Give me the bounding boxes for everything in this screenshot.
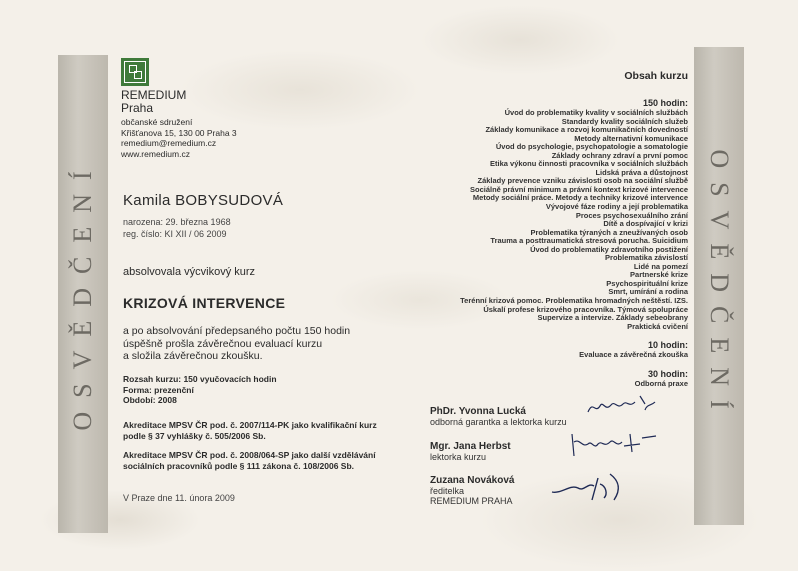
org-city: Praha	[121, 101, 154, 115]
course-name: KRIZOVÁ INTERVENCE	[123, 295, 286, 311]
contents-item: Úvod do problematiky kvality v sociálních službách	[504, 108, 688, 117]
course-contents	[460, 70, 688, 388]
accreditation-line: podle § 37 vyhlášky č. 505/2006 Sb.	[123, 430, 266, 441]
signatory-org: REMEDIUM PRAHA	[430, 496, 513, 506]
signature-lucka	[585, 392, 665, 422]
contents-item: Sociálně právní minimum a právní kontext krizové intervence	[470, 184, 688, 194]
course-scope	[123, 374, 277, 406]
contents-item: Odborná praxe	[634, 378, 688, 388]
completed-text: absolvovala výcvikový kurz	[123, 266, 256, 278]
contents-item: Problematika týraných a zneužívaných osob	[530, 227, 688, 237]
contents-item: Supervize a intervize. Základy sebeobrany	[537, 313, 688, 323]
contents-item: Praktická cvičení	[627, 321, 688, 331]
contents-item: Problematika závislostí	[605, 253, 688, 263]
org-line: www.remedium.cz	[121, 148, 190, 159]
scope-line: Forma: prezenční	[123, 384, 194, 395]
statement-line: a složila závěrečnou zkoušku.	[123, 350, 263, 362]
accreditation-line: sociálních pracovníků podle § 111 zákona č. 108/2006 Sb.	[123, 460, 355, 471]
contents-item: Metody sociální práce. Metody a techniky krizové intervence	[472, 193, 688, 203]
contents-item: Standardy kvality sociálních služeb	[561, 116, 688, 126]
org-line: Křišťanova 15, 130 00 Praha 3	[121, 127, 237, 138]
contents-item: Psychospirituální krize	[606, 278, 688, 288]
signatory-name: Zuzana Nováková	[430, 475, 515, 486]
contents-item: Proces psychosexuálního zrání	[575, 210, 688, 220]
org-line: občanské sdružení	[121, 117, 193, 127]
accreditation-2	[123, 450, 376, 471]
signatory-3	[430, 475, 514, 506]
signature-herbst	[568, 430, 660, 462]
contents-item: Etika výkonu činnosti pracovníka v sociálních službách	[490, 159, 688, 169]
section-heading: 150 hodin:	[642, 98, 688, 108]
signatory-2	[430, 441, 511, 462]
contents-item: Základy komunikace a rozvoj komunikačních dovedností	[485, 125, 688, 135]
signatory-role: odborná garantka a lektorka kurzu	[430, 417, 567, 427]
signatory-1	[430, 406, 567, 427]
contents-item: Úskalí profese krizového pracovníka. Týmová spolupráce	[483, 304, 688, 314]
contents-item: Metody alternativní komunikace	[574, 133, 688, 143]
contents-item: Úvod do psychologie, psychopatologie a somatologie	[495, 142, 688, 152]
certificate-title-right: OSVĚDČENÍ	[705, 149, 734, 423]
accreditation-line: Akreditace MPSV ČR pod. č. 2007/114-PK jako kvalifikační kurz	[123, 420, 377, 430]
logo-glyph-icon	[124, 61, 146, 83]
contents-item: Smrt, umírání a rodina	[608, 287, 688, 297]
contents-item: Terénní krizová pomoc. Problematika hromadných neštěstí. IZS.	[460, 296, 688, 306]
contents-title: Obsah kurzu	[624, 70, 688, 82]
org-info	[121, 117, 237, 159]
contents-item: Evaluace a závěrečná zkouška	[579, 350, 688, 360]
accreditation-1	[123, 420, 377, 441]
registration-number: reg. číslo: KI XII / 06 2009	[123, 229, 227, 239]
contents-item: Vývojové fáze rodiny a její problematika	[545, 202, 688, 212]
contents-item: Lidská práva a důstojnost	[595, 167, 688, 177]
statement-line: úspěšně prošla závěrečnou evaluací kurzu	[123, 337, 323, 350]
remedium-logo	[121, 58, 149, 86]
signatory-name: PhDr. Yvonna Lucká	[430, 406, 526, 417]
section-items	[460, 109, 688, 331]
statement-line: a po absolvování předepsaného počtu 150 hodin	[123, 325, 351, 337]
org-name: REMEDIUM	[121, 88, 187, 102]
signatory-name: Mgr. Jana Herbst	[430, 441, 511, 452]
place-date: V Praze dne 11. února 2009	[123, 493, 235, 503]
birth-date: narozena: 29. března 1968	[123, 217, 231, 227]
contents-item: Trauma a posttraumatická stresová porucha. Suicidium	[490, 236, 688, 246]
contents-item: Lidé na pomezí	[633, 261, 688, 271]
signatory-role: ředitelka	[430, 486, 465, 496]
contents-item: Partnerské krize	[630, 270, 688, 280]
recipient-name: Kamila BOBYSUDOVÁ	[123, 192, 284, 209]
contents-item: Základy ochrany zdraví a první pomoc	[551, 150, 688, 160]
scope-line: Rozsah kurzu: 150 vyučovacích hodin	[123, 374, 277, 384]
contents-item: Dítě a dospívající v krizi	[603, 219, 688, 229]
section-heading: 30 hodin:	[648, 368, 688, 379]
contents-item: Úvod do problematiky zdravotního postižení	[530, 244, 688, 254]
section-heading: 10 hodin:	[648, 340, 688, 351]
completion-statement	[123, 325, 350, 363]
org-line: remedium@remedium.cz	[121, 138, 217, 148]
signature-novakova	[548, 470, 638, 504]
accreditation-line: Akreditace MPSV ČR pod. č. 2008/064-SP jako další vzdělávání	[123, 450, 376, 460]
contents-item: Základy prevence vzniku závislosti osob na sociální službě	[477, 176, 688, 186]
signatory-role: lektorka kurzu	[430, 452, 487, 462]
certificate-title-left: OSVĚDČENÍ	[68, 157, 97, 431]
scope-line: Období: 2008	[123, 395, 177, 405]
